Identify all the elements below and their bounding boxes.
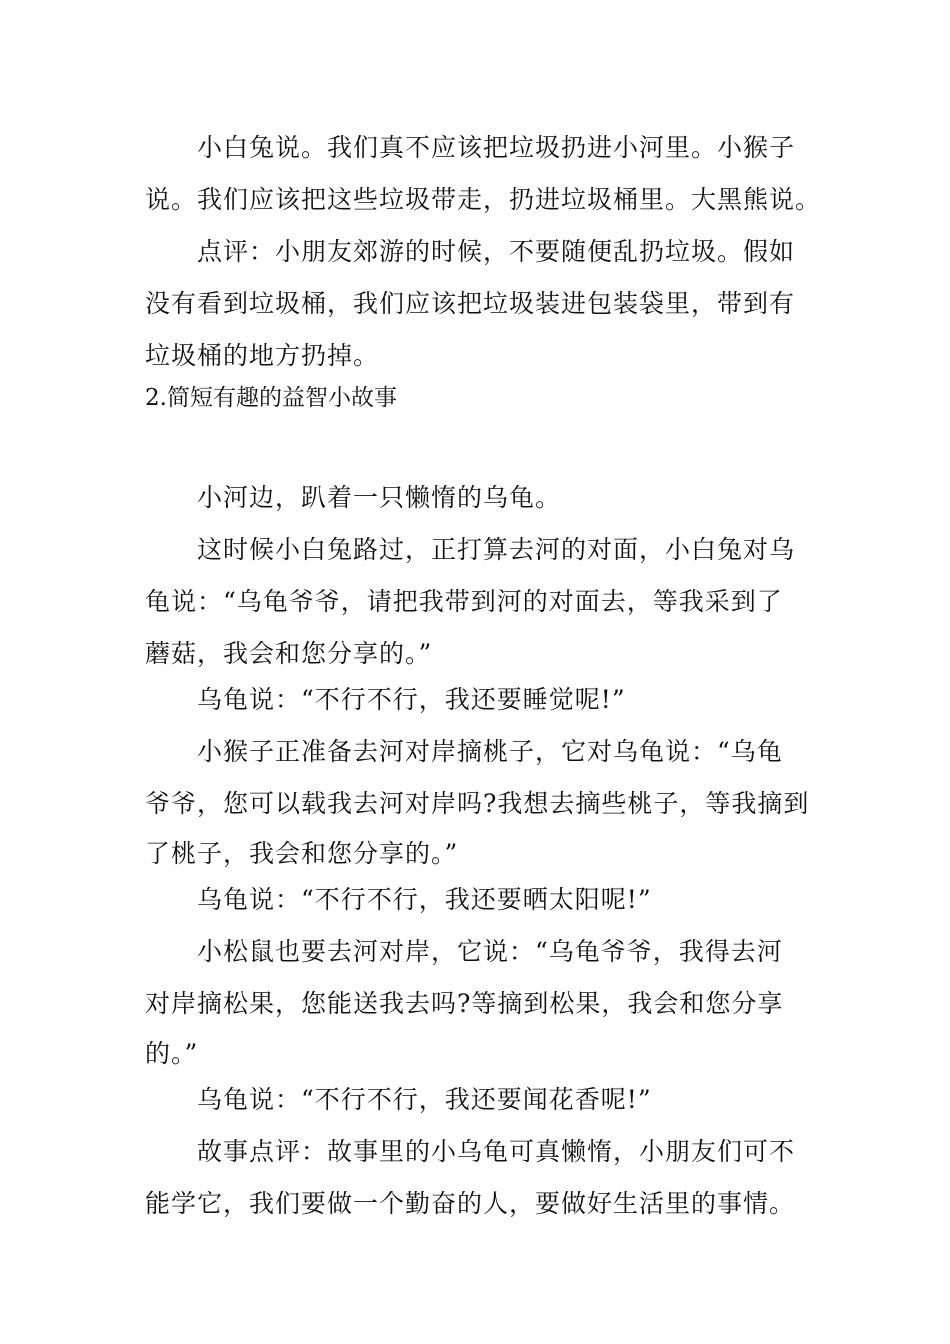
text-line: 能学它，我们要做一个勤奋的人，要做好生活里的事情。 [145, 1189, 796, 1218]
section-heading: 2.简短有趣的益智小故事 [145, 385, 397, 411]
text-line: 乌龟说：“不行不行，我还要睡觉呢!” [197, 685, 626, 714]
text-line: 蘑菇，我会和您分享的。” [145, 639, 433, 668]
text-line: 小河边，趴着一只懒惰的乌龟。 [197, 483, 562, 512]
text-line: 小白兔说。我们真不应该把垃圾扔进小河里。小猴子 [197, 133, 796, 162]
text-line: 乌龟说：“不行不行，我还要晒太阳呢!” [197, 885, 652, 914]
text-line: 没有看到垃圾桶，我们应该把垃圾装进包装袋里，带到有 [145, 289, 796, 318]
text-line: 乌龟说：“不行不行，我还要闻花香呢!” [197, 1085, 652, 1114]
text-line: 小松鼠也要去河对岸，它说：“乌龟爷爷，我得去河 [197, 937, 783, 966]
text-line: 说。我们应该把这些垃圾带走，扔进垃圾桶里。大黑熊说。 [145, 185, 822, 214]
text-line: 小猴子正准备去河对岸摘桃子，它对乌龟说：“乌龟 [197, 737, 783, 766]
text-line: 爷爷，您可以载我去河对岸吗?我想去摘些桃子，等我摘到 [145, 789, 810, 818]
text-line: 了桃子，我会和您分享的。” [145, 839, 459, 868]
text-line: 故事点评：故事里的小乌龟可真懒惰，小朋友们可不 [197, 1137, 796, 1166]
text-line: 点评：小朋友郊游的时候，不要随便乱扔垃圾。假如 [197, 237, 796, 266]
text-line: 对岸摘松果，您能送我去吗?等摘到松果，我会和您分享 [145, 989, 784, 1018]
text-line: 的。” [145, 1039, 199, 1068]
text-line: 垃圾桶的地方扔掉。 [145, 341, 380, 370]
text-line: 这时候小白兔路过，正打算去河的对面，小白兔对乌 [197, 535, 796, 564]
text-line: 龟说：“乌龟爷爷，请把我带到河的对面去，等我采到了 [145, 587, 783, 616]
